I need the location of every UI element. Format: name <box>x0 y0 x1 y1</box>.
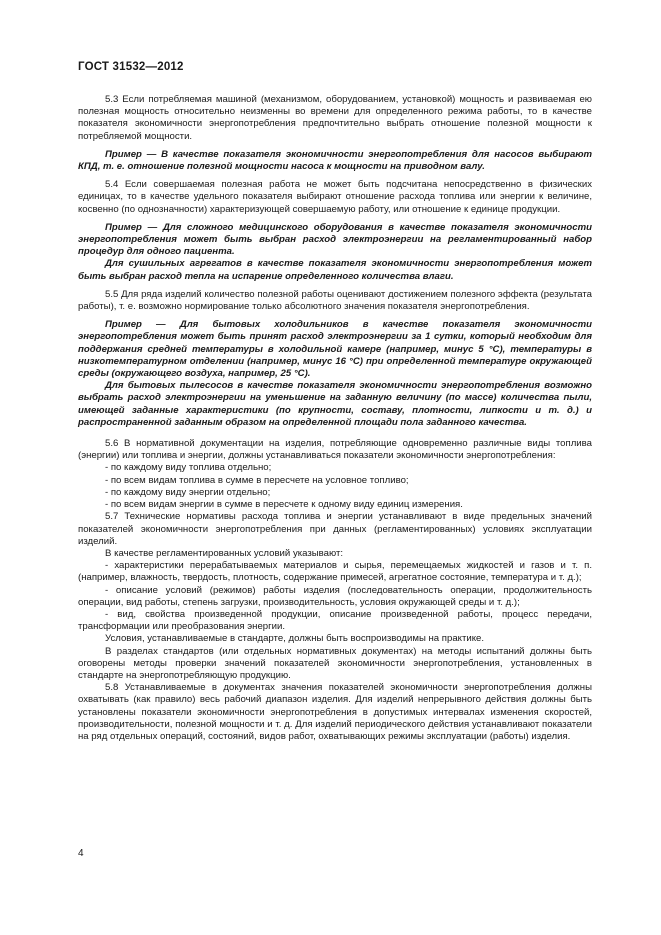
paragraph: В разделах стандартов (или отдельных нормативных документах) на методы испытаний должны быть оговорены методы проверки значений показателей экономичности энергопотребления, установленных в стандарте на энергопотребляющую продукцию. <box>78 645 592 681</box>
example-paragraph: Пример — В качестве показателя экономичности энергопотребления для насосов выбирают КПД, т. е. отношение полезной мощности насоса к мощности на приводном валу. <box>78 148 592 173</box>
paragraph: - по всем видам топлива в сумме в пересчете на условное топливо; <box>105 474 409 486</box>
document-header: ГОСТ 31532—2012 <box>78 61 184 73</box>
paragraph: - по каждому виду энергии отдельно; <box>105 486 271 498</box>
paragraph: - по всем видам энергии в сумме в пересчете к одному виду единиц измерения. <box>105 499 463 511</box>
paragraph: - характеристики перерабатываемых материалов и сырья, перемещаемых жидкостей и газов и т. п. (например, влажность, твердость, плотность, содержание примесей, агрегатное состояние, температура и т. д.); <box>78 560 592 584</box>
paragraph: 5.7 Технические нормативы расхода топлива и энергии устанавливают в виде предельных значений показателей экономичности энергопотребления при данных (регламентированных) условиях эксплуатации изделий. <box>78 511 592 547</box>
example-paragraph: Для сушильных агрегатов в качестве показателя экономичности энергопотребления может быть выбран расход тепла на испарение определенного количества влаги. <box>78 258 592 282</box>
paragraph: 5.5 Для ряда изделий количество полезной работы оценивают достижением полезного эффекта (результата работы), т. е. возможно нормирование только абсолютного значения показателя энергопотребления. <box>78 288 592 313</box>
paragraph: - вид, свойства произведенной продукции, описание произведенной работы, процесс передачи, трансформации или преобразования энергии. <box>78 608 592 633</box>
document-body <box>78 94 592 743</box>
paragraph: - описание условий (режимов) работы изделия (последовательность операции, продолжительность операции, вид работы, степень загрузки, производительность, условия окружающей среды и т. д.); <box>78 584 592 608</box>
paragraph: - по каждому виду топлива отдельно; <box>105 462 272 474</box>
paragraph: 5.6 В нормативной документации на изделия, потребляющие одновременно различные виды топлива (энергии) или топлива и энергии, должны устанавливаться показатели экономичности энергопотребления: <box>78 438 592 462</box>
paragraph: 5.8 Устанавливаемые в документах значения показателей экономичности энергопотребления должны охватывать (как правило) весь рабочий диапазон изделия. Для изделий непрерывного действия должны быть установлены показатели экономичности энергопотребления в допустимых интервалах изменения скоростей, производительности, полезной мощности и т. д. Для изделий периодического действия устанавливают показатели на ряд отдельных операций, состояний, видов работ, охватывающих режимы эксплуатации (работы) изделия. <box>78 682 592 742</box>
paragraph: В качестве регламентированных условий указывают: <box>105 547 344 559</box>
example-paragraph: Пример — Для сложного медицинского оборудования в качестве показателя экономичности энергопотребления может быть выбран расход электроэнергии на регламентированный набор процедур для одного пациента. <box>78 221 592 258</box>
page-number: 4 <box>78 848 84 859</box>
paragraph: Условия, устанавливаемые в стандарте, должны быть воспроизводимы на практике. <box>105 633 485 645</box>
paragraph: 5.3 Если потребляемая машиной (механизмом, оборудованием, установкой) мощность и развиваемая ею полезная мощность относительно неизменны во времени для определенного режима работы, то в качестве показателя экономичности энергопотребления предпочтительно выбрать отношение полезной мощности к потребляемой мощности. <box>78 94 592 142</box>
paragraph: 5.4 Если совершаемая полезная работа не может быть подсчитана непосредственно в физических единицах, то в качестве удельного показателя выбирают отношение расхода топлива или энергии к величине, косвенно (по однозначности) характеризующей совершаемую работу, или отношение к единице продукции. <box>78 179 592 215</box>
example-paragraph: Для бытовых пылесосов в качестве показателя экономичности энергопотребления возможно выбрать расход электроэнергии на уменьшение на заданную величину (по массе) количества пыли, имеющей заданные характеристики (по крупности, составу, плотности, липкости и т. д.) и распространенной заданным образом на определенной площади пола заданного качества. <box>78 380 592 428</box>
example-paragraph: Пример — Для бытовых холодильников в качестве показателя экономичности энергопотребления может быть принят расход электроэнергии за 1 сутки, который необходим для поддержания средней температуры в холодильной камере (например, минус 5 °С), температуры в низкотемпературном отделении (например, минус 16 °С) при определенной температуре окружающей среды (окружающего воздуха, например, 25 °С). <box>78 319 592 380</box>
